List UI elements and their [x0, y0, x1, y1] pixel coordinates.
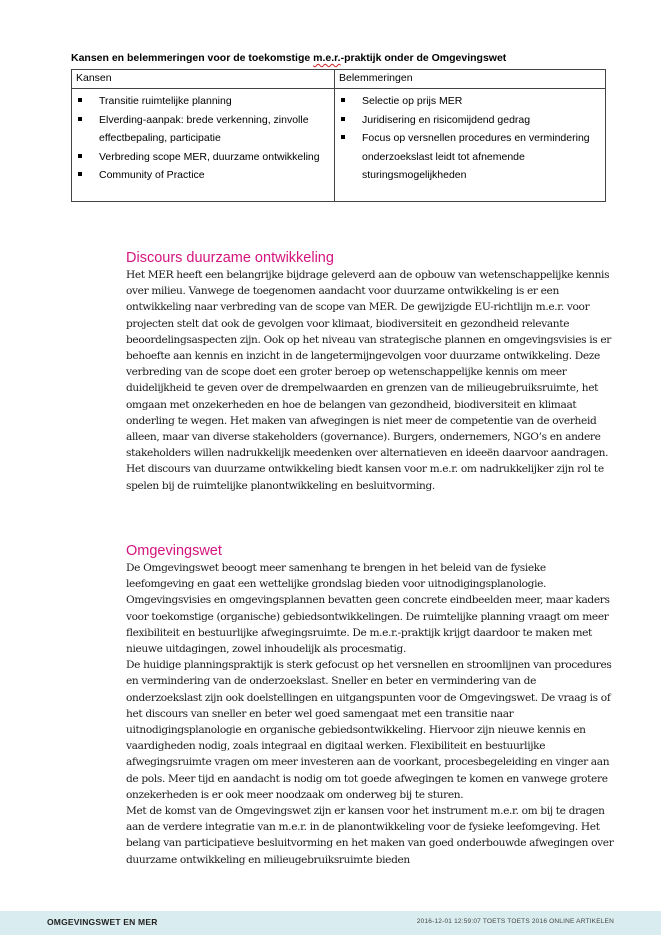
section-paragraph: De Omgevingswet beoogt meer samenhang te brengen in het beleid van de fysieke leefomgeving en gaat een wettelijke grondslag bieden voor uitnodigingsplanologie. Omgevingsvisies en omgevingsplannen bevatten geen concrete eindbeelden meer, maar kaders voor toekomstige (organische) gebiedsontwikkelingen. De ruimtelijke planning vraagt om meer flexibiliteit en bestuurlijke afwegingsruimte. De m.e.r.-praktijk krijgt daardoor te maken met nieuwe uitdagingen, zowel inhoudelijk als procesmatig.: [126, 562, 610, 656]
belemmeringen-item-text: Juridisering en risicomijdend gedrag: [362, 113, 531, 126]
table-title-mer: m.e.r.: [313, 52, 341, 64]
belemmeringen-column: [335, 70, 605, 201]
belemmeringen-list: [335, 89, 605, 185]
belemmeringen-item-text: Focus op versnellen procedures en vermindering onderzoekslast leidt tot afnemende sturingsmogelijkheden: [362, 132, 590, 181]
section-paragraph: Met de komst van de Omgevingswet zijn er kansen voor het instrument m.e.r. om bij te dragen aan de verdere integratie van m.e.r. in de planontwikkeling voor de fysieke leefomgeving. Het belang van participatieve besluitvorming en het maken van goed onderbouwde afwegingen over duurzame ontwikkeling en milieugebruiksruimte bieden: [126, 805, 614, 866]
table-title-pre: Kansen en belemmeringen voor de toekomstige: [71, 52, 314, 64]
kansen-header: Kansen: [72, 70, 334, 89]
kansen-list: [72, 89, 334, 185]
belemmeringen-header: Belemmeringen: [335, 70, 605, 89]
section-heading: Discours duurzame ontwikkeling: [126, 250, 334, 266]
belemmeringen-item-text: Selectie op prijs MER: [362, 95, 463, 107]
kansen-item-text: Elverding-aanpak: brede verkenning, zinvolle effectbepaling, participatie: [99, 113, 309, 144]
table-title: [71, 52, 506, 64]
footer-title: OMGEVINGSWET EN MER: [47, 917, 158, 927]
page-footer: [0, 911, 661, 935]
kansen-item-text: Transitie ruimtelijke planning: [99, 95, 232, 107]
kansen-belemmeringen-table: [71, 69, 606, 202]
section-paragraph: De huidige planningspraktijk is sterk gefocust op het versnellen en stroomlijnen van procedures en vermindering van de onderzoekslast. Sneller en beter en vermindering van de onderzoekslast zijn ook doelstellingen en uitgangspunten voor de Omgevingswet. De vraag is of het discours van sneller en beter wel goed samengaat met een transitie naar uitnodigingsplanologie en organische gebiedsontwikkeling. Hiervoor zijn nieuwe kennis en vaardigheden nodig, zoals integraal en digitaal werken. Flexibiliteit en bestuurlijke afwegingsruimte vragen om meer investeren aan de voorkant, procesbegeleiding en vinger aan de pols. Meer tijd en aandacht is nodig om tot goede afwegingen te komen en vanwege grotere onzekerheden is er ook meer noodzaak om onderweg bij te sturen.: [126, 659, 612, 801]
kansen-item: [72, 148, 334, 167]
section-paragraph: Het MER heeft een belangrijke bijdrage geleverd aan de opbouw van wetenschappelijke kennis over milieu. Vanwege de toegenomen aandacht voor duurzame ontwikkeling is er een ontwikkeling naar verbreding van de scope van MER. De gewijzigde EU-richtlijn m.e.r. voor projecten stelt dat ook de gevolgen voor klimaat, biodiversiteit en gezondheid relevante beoordelingsaspecten zijn. Ook op het niveau van strategische plannen en omgevingsvisies is er behoefte aan kennis en inzicht in de langetermijngevolgen voor duurzame ontwikkeling. Deze verbreding van de scope doet een groter beroep op wetenschappelijke kennis om meer duidelijkheid te geven over de drempelwaarden en grenzen van de milieugebruiksruimte, het omgaan met onzekerheden en hoe de belangen van gezondheid, biodiversiteit en klimaat onderling te wegen. Het maken van afwegingen is niet meer de competentie van de overheid alleen, maar van diverse stakeholders (governance). Burgers, ondernemers, NGO’s en andere stakeholders willen nadrukkelijk meedenken over alternatieven en ideeën daarvoor aandragen. Het discours van duurzame ontwikkeling biedt kansen voor m.e.r. om nadrukkelijker zijn rol te spelen bij de ruimtelijke planontwikkeling en besluitvorming.: [126, 269, 611, 492]
kansen-item-text: Verbreding scope MER, duurzame ontwikkeling: [99, 150, 320, 163]
kansen-item-text: Community of Practice: [99, 169, 205, 181]
kansen-item: [72, 166, 334, 185]
footer-meta: 2016-12-01 12:59:07 TOETS TOETS 2016 ONLINE ARTIKELEN: [416, 918, 614, 925]
belemmeringen-item: [335, 92, 605, 111]
kansen-item: [72, 92, 334, 111]
section-omgevingswet: [126, 542, 614, 868]
section-heading: Omgevingswet: [126, 543, 222, 559]
belemmeringen-item: [335, 129, 605, 185]
kansen-column: [72, 70, 335, 201]
section-duurzame-ontwikkeling: [126, 249, 614, 494]
table-title-post: -praktijk onder de Omgevingswet: [340, 52, 507, 64]
kansen-item: [72, 111, 334, 148]
belemmeringen-item: [335, 111, 605, 130]
